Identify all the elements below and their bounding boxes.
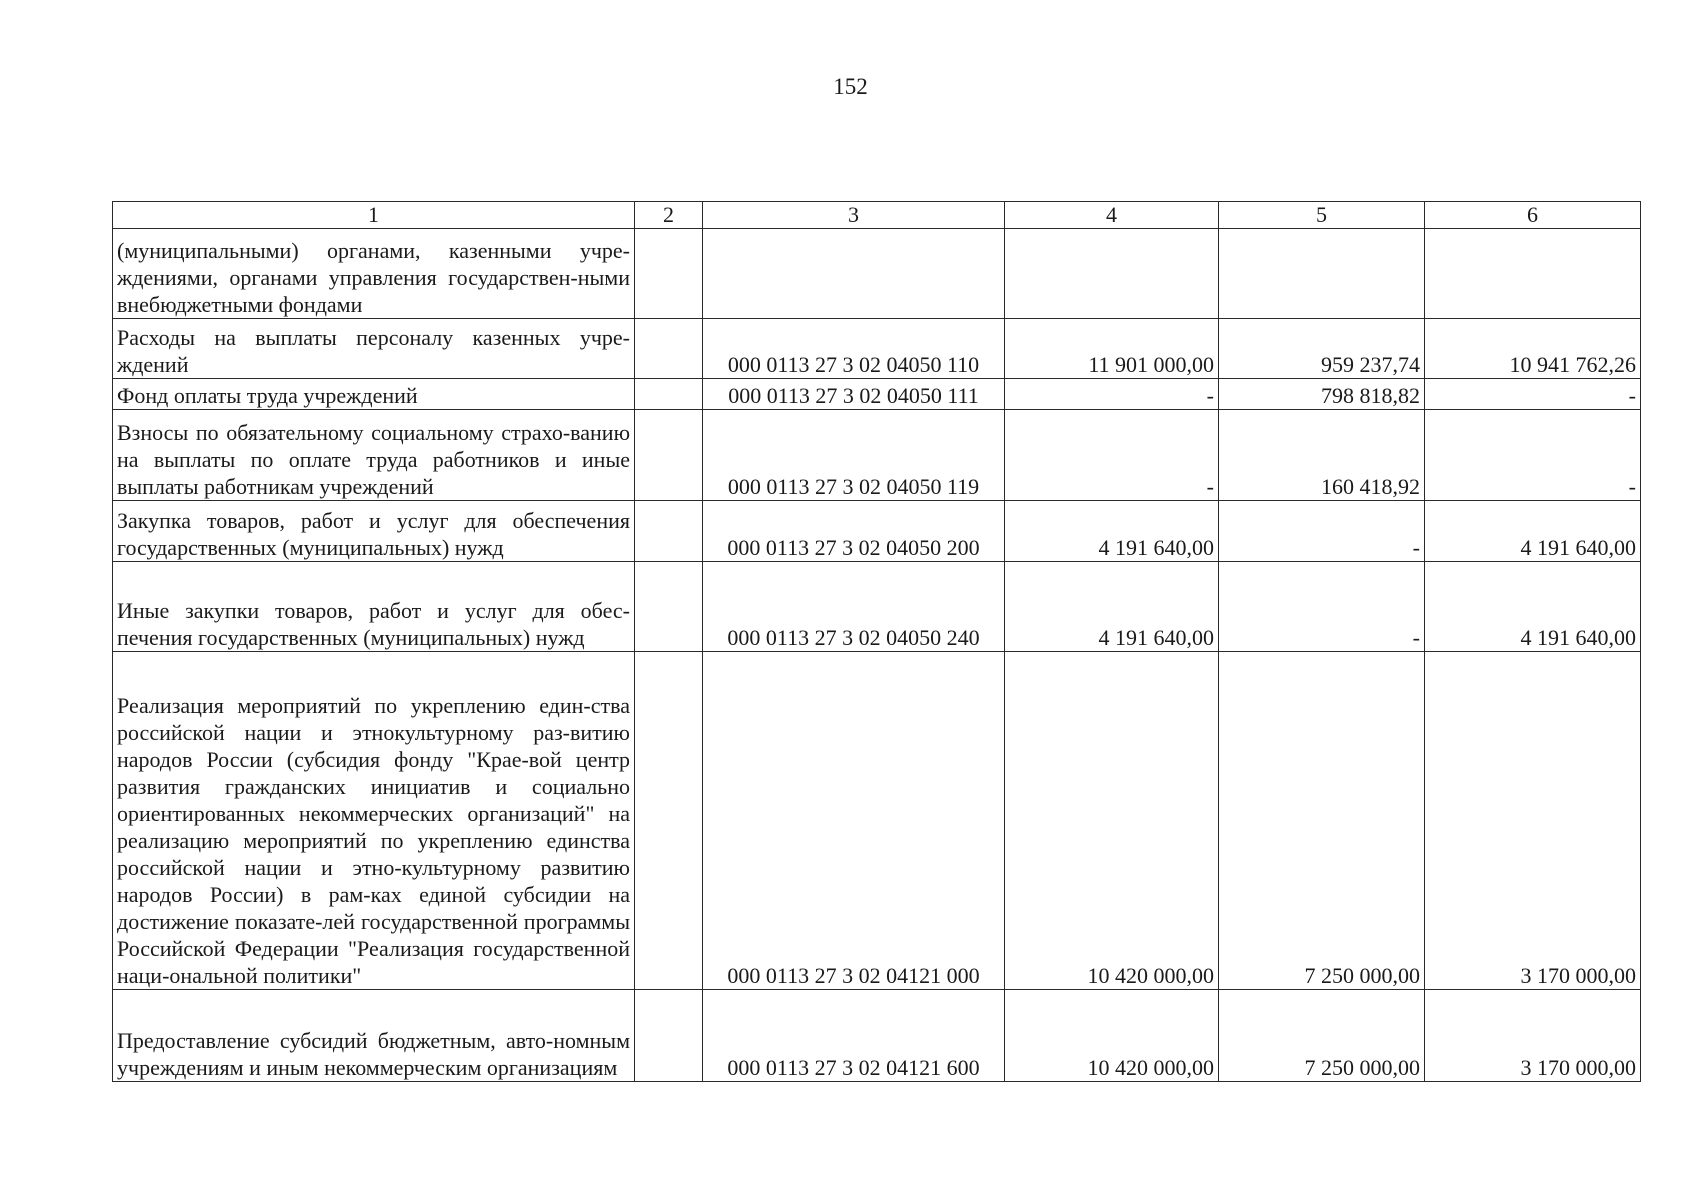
row-value-6: - [1425, 379, 1641, 410]
row-description: Реализация мероприятий по укреплению един-ства российской нации и этнокультурному раз-витию народов России (субсидия фонду "Крае-вой центр развития гражданских инициатив и социально ориентированных некоммерческих организаций" на реализацию мероприятий по укреплению единства российской нации и этно-культурному развитию народов России) в рам-ках единой субсидии на достижение показате-лей государственной программы Российской Федерации "Реализация государственной наци-ональной политики" [113, 652, 635, 990]
budget-table [112, 201, 1641, 1082]
table-header-row [113, 202, 1641, 229]
table-row [113, 319, 1641, 379]
row-col2 [635, 410, 703, 501]
row-value-4: 4 191 640,00 [1005, 562, 1219, 652]
table-row [113, 501, 1641, 562]
row-value-6: 4 191 640,00 [1425, 562, 1641, 652]
row-value-6: - [1425, 410, 1641, 501]
row-value-6 [1425, 229, 1641, 319]
row-code: 000 0113 27 3 02 04121 000 [703, 652, 1005, 990]
row-value-4: 4 191 640,00 [1005, 501, 1219, 562]
row-code: 000 0113 27 3 02 04050 119 [703, 410, 1005, 501]
table-row [113, 379, 1641, 410]
row-code: 000 0113 27 3 02 04050 200 [703, 501, 1005, 562]
column-header-4: 4 [1005, 202, 1219, 229]
table-row [113, 990, 1641, 1082]
row-col2 [635, 652, 703, 990]
column-header-1: 1 [113, 202, 635, 229]
row-value-5: 7 250 000,00 [1219, 652, 1425, 990]
row-code: 000 0113 27 3 02 04050 110 [703, 319, 1005, 379]
row-col2 [635, 501, 703, 562]
row-col2 [635, 229, 703, 319]
row-value-4: 10 420 000,00 [1005, 652, 1219, 990]
row-description: Иные закупки товаров, работ и услуг для обес-печения государственных (муниципальных) нужд [113, 562, 635, 652]
row-description: Предоставление субсидий бюджетным, авто-номным учреждениям и иным некоммерческим организациям [113, 990, 635, 1082]
row-value-6: 4 191 640,00 [1425, 501, 1641, 562]
row-value-5: 7 250 000,00 [1219, 990, 1425, 1082]
row-description: (муниципальными) органами, казенными учре-ждениями, органами управления государствен-ными внебюджетными фондами [113, 229, 635, 319]
row-col2 [635, 319, 703, 379]
column-header-5: 5 [1219, 202, 1425, 229]
row-value-5: - [1219, 562, 1425, 652]
row-code: 000 0113 27 3 02 04121 600 [703, 990, 1005, 1082]
row-col2 [635, 379, 703, 410]
row-col2 [635, 562, 703, 652]
row-value-5: 959 237,74 [1219, 319, 1425, 379]
column-header-3: 3 [703, 202, 1005, 229]
row-value-4: 11 901 000,00 [1005, 319, 1219, 379]
page-number: 152 [833, 74, 868, 99]
row-description: Фонд оплаты труда учреждений [113, 379, 635, 410]
row-description: Взносы по обязательному социальному страхо-ванию на выплаты по оплате труда работников и иные выплаты работникам учреждений [113, 410, 635, 501]
row-value-4: 10 420 000,00 [1005, 990, 1219, 1082]
row-value-4: - [1005, 379, 1219, 410]
row-value-4: - [1005, 410, 1219, 501]
row-description: Закупка товаров, работ и услуг для обеспечения государственных (муниципальных) нужд [113, 501, 635, 562]
row-value-5: 798 818,82 [1219, 379, 1425, 410]
table-row [113, 562, 1641, 652]
row-code: 000 0113 27 3 02 04050 240 [703, 562, 1005, 652]
row-value-6: 3 170 000,00 [1425, 990, 1641, 1082]
table-row [113, 229, 1641, 319]
row-value-5: - [1219, 501, 1425, 562]
table-row [113, 652, 1641, 990]
row-value-6: 3 170 000,00 [1425, 652, 1641, 990]
row-description: Расходы на выплаты персоналу казенных учре-ждений [113, 319, 635, 379]
column-header-6: 6 [1425, 202, 1641, 229]
table-row [113, 410, 1641, 501]
column-header-2: 2 [635, 202, 703, 229]
row-value-4 [1005, 229, 1219, 319]
row-code [703, 229, 1005, 319]
row-value-6: 10 941 762,26 [1425, 319, 1641, 379]
row-value-5: 160 418,92 [1219, 410, 1425, 501]
row-value-5 [1219, 229, 1425, 319]
row-col2 [635, 990, 703, 1082]
row-code: 000 0113 27 3 02 04050 111 [703, 379, 1005, 410]
